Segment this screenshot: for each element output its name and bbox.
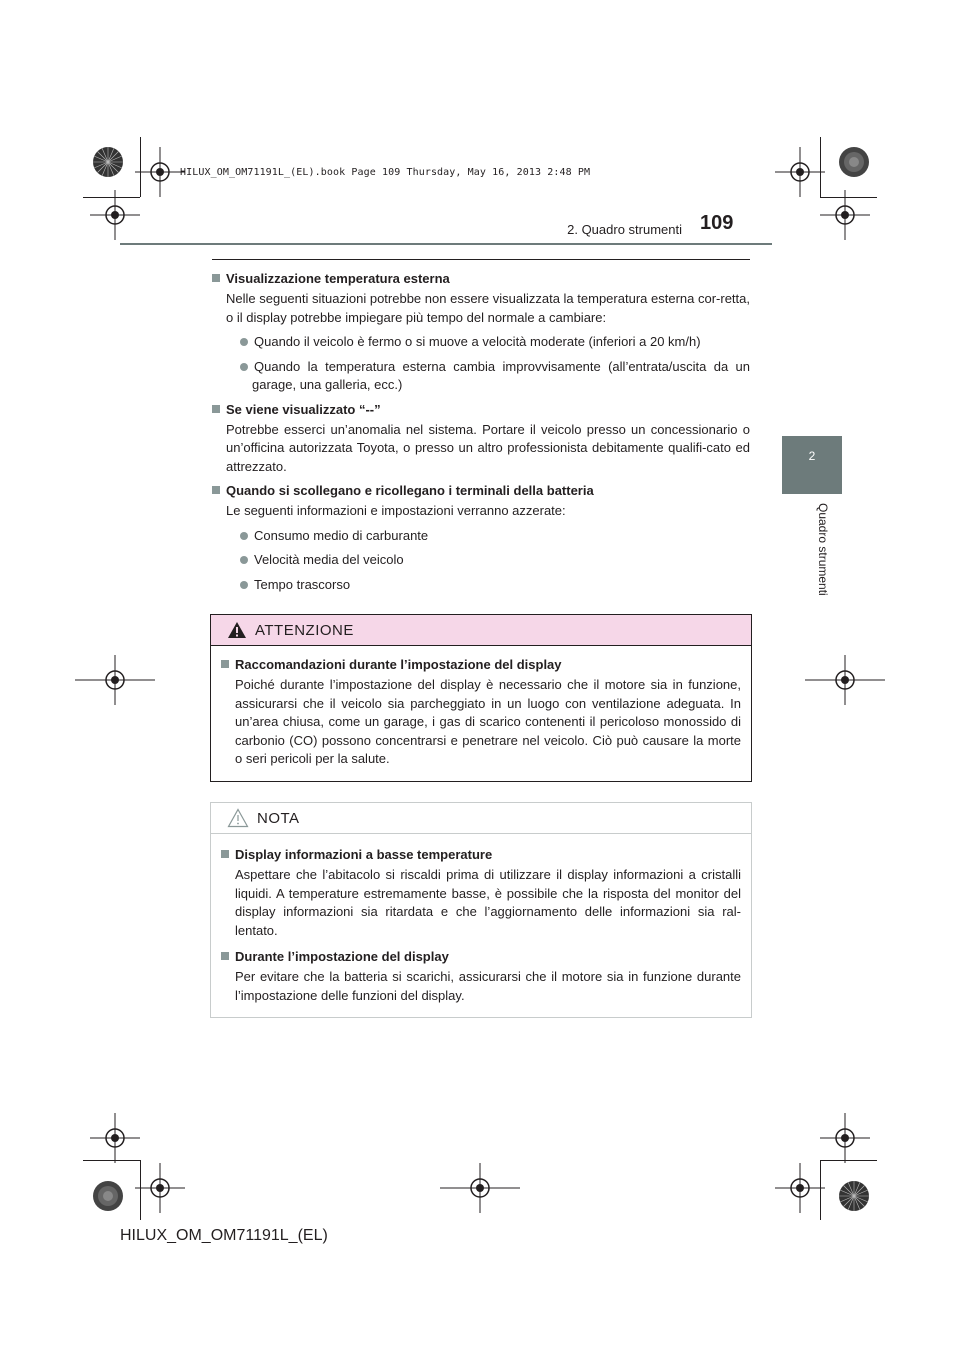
warning-box <box>210 614 752 782</box>
chapter-tab-label: Quadro strumenti <box>816 503 830 596</box>
crosshair-icon <box>75 655 155 705</box>
crosshair-icon <box>775 1163 825 1213</box>
list-item: Quando la temperatura esterna cambia improvvisamente (all’entrata/uscita da un garage, una galleria, ecc.) <box>226 358 750 395</box>
note-item-heading: Durante l’impostazione del display <box>221 948 741 966</box>
square-bullet-icon <box>212 274 220 282</box>
bullet-dot-icon <box>240 338 248 346</box>
note-box-header <box>211 803 751 834</box>
crosshair-icon <box>775 147 825 197</box>
section-outside-temperature <box>212 270 750 395</box>
registration-wheel-icon <box>92 146 124 178</box>
square-bullet-icon <box>221 952 229 960</box>
note-item-text: Aspettare che l’abitacolo si riscaldi prima di utilizzare il display informazioni a cristalli liquidi. A temperature estremamente basse, è possibile che la risposta del monitor del display informazioni sia ritardata e che l’aggiornamento delle informazioni sia ral-lentato. <box>235 867 741 938</box>
warning-triangle-icon <box>227 621 247 639</box>
crosshair-icon <box>90 1113 140 1163</box>
registration-wheel-icon <box>838 146 870 178</box>
list-item: Consumo medio di carburante <box>226 527 750 546</box>
crosshair-icon <box>90 190 140 240</box>
page-number: 109 <box>700 212 734 234</box>
crosshair-icon <box>820 190 870 240</box>
list-item: Quando il veicolo è fermo o si muove a velocità moderate (inferiori a 20 km/h) <box>226 333 750 352</box>
book-info-line: HILUX_OM_OM71191L_(EL).book Page 109 Thursday, May 16, 2013 2:48 PM <box>180 167 591 178</box>
section-heading: Visualizzazione temperatura esterna <box>212 270 750 288</box>
caution-triangle-icon <box>227 808 249 828</box>
chapter-tab <box>782 436 842 494</box>
bullet-dot-icon <box>240 532 248 540</box>
note-box <box>210 802 752 1018</box>
registration-wheel-icon <box>838 1180 870 1212</box>
section-text: Nelle seguenti situazioni potrebbe non essere visualizzata la temperatura esterna cor-retta, o il display potrebbe impiegare più tempo del normale a cambiare: <box>226 291 750 325</box>
warning-box-title: ATTENZIONE <box>255 621 354 639</box>
square-bullet-icon <box>221 660 229 668</box>
crosshair-icon <box>440 1163 520 1213</box>
crosshair-icon <box>820 1113 870 1163</box>
section-text: Potrebbe esserci un’anomalia nel sistema. Portare il veicolo presso un concessionario o un’officina autorizzata Toyota, o presso un altro professionista debitamente qualifi-cato ed attrezzato. <box>226 421 750 474</box>
note-box-title: NOTA <box>257 809 300 827</box>
registration-wheel-icon <box>92 1180 124 1212</box>
section-heading: Quando si scollegano e ricollegano i terminali della batteria <box>212 482 750 500</box>
main-content <box>212 270 750 594</box>
square-bullet-icon <box>221 850 229 858</box>
bullet-dot-icon <box>240 363 248 371</box>
section-heading: Se viene visualizzato “--” <box>212 401 750 419</box>
bullet-dot-icon <box>240 581 248 589</box>
note-item-heading: Display informazioni a basse temperature <box>221 846 741 864</box>
footer-document-code: HILUX_OM_OM71191L_(EL) <box>120 1227 328 1244</box>
note-item-text: Per evitare che la batteria si scarichi, assicurarsi che il motore sia in funzione durante l’impostazione delle funzioni del display. <box>235 969 741 1003</box>
chapter-tab-number: 2 <box>808 449 816 463</box>
crosshair-icon <box>805 655 885 705</box>
warning-item-text: Poiché durante l’impostazione del display è necessario che il motore sia in funzione, assicurarsi che il veicolo sia parcheggiato in un luogo con ventilazione adeguata. In un’area chiusa, come un garage, i gas di scarico contenenti il pericoloso monossido di carbonio (CO) possono concentrarsi e penetrare nel veicolo. Ciò può causare la morte o seri pericoli per la salute. <box>235 677 741 766</box>
content-top-rule <box>212 259 750 260</box>
header-rule <box>120 243 772 245</box>
crosshair-icon <box>135 147 185 197</box>
section-battery-terminals <box>212 482 750 594</box>
warning-box-body <box>211 646 751 781</box>
list-item: Tempo trascorso <box>226 576 750 595</box>
warning-box-header <box>211 615 751 646</box>
section-text: Le seguenti informazioni e impostazioni verranno azzerate: <box>226 503 566 518</box>
section-dashes-displayed <box>212 401 750 477</box>
square-bullet-icon <box>212 486 220 494</box>
note-box-body <box>211 834 751 1017</box>
bullet-dot-icon <box>240 556 248 564</box>
warning-item-heading: Raccomandazioni durante l’impostazione del display <box>221 656 741 674</box>
crosshair-icon <box>135 1163 185 1213</box>
square-bullet-icon <box>212 405 220 413</box>
header-section-title: 2. Quadro strumenti <box>567 222 682 237</box>
list-item: Velocità media del veicolo <box>226 551 750 570</box>
